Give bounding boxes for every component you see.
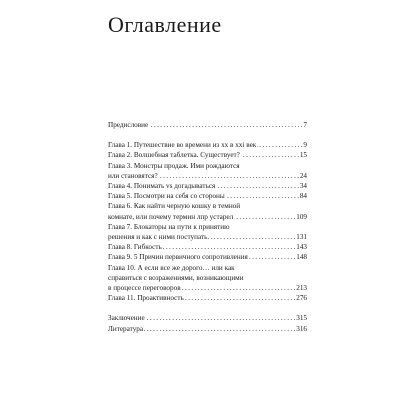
toc-row: [108, 181, 307, 191]
toc-page-number: 7: [303, 121, 307, 129]
toc-row: [108, 120, 307, 130]
toc-page-number: 15: [299, 151, 307, 160]
toc-entry-title: Глава 11. Проактивность: [108, 294, 184, 303]
toc-entry-conclusion: [108, 313, 307, 323]
toc-row: [108, 212, 307, 222]
toc-entry-title-line: в процессе переговоров: [108, 284, 181, 293]
toc-entry-bibliography: [108, 324, 307, 334]
dot-leader: [185, 293, 295, 303]
toc-entry-title-line: комнате, или почему термин лпр устарел: [108, 212, 234, 221]
toc-page-number: 24: [299, 171, 307, 180]
toc-entry-title: Литература: [108, 324, 144, 333]
toc-row: [108, 283, 307, 293]
table-of-contents: [108, 120, 307, 334]
toc-entry-title-line: Глава 10. А если все же дорого… или как: [108, 263, 235, 272]
dot-leader: [182, 283, 296, 293]
toc-entry-title-line: или становятся?: [108, 171, 158, 180]
toc-row: [108, 242, 307, 252]
dot-leader: [249, 252, 295, 262]
toc-row: [108, 171, 307, 181]
toc-entry-title: Глава 2. Волшебная таблетка. Существует?: [108, 151, 240, 160]
dot-leader: [149, 120, 302, 130]
toc-entry-chapter-3: [108, 161, 307, 181]
toc-entry-chapter-6: [108, 201, 307, 221]
toc-entry-title-line: решения и как с ними поступать: [108, 233, 208, 242]
page-title: Оглавление: [108, 12, 222, 37]
toc-entry-chapter-1: [108, 140, 307, 150]
toc-entry-title: Глава 8. Гибкость: [108, 243, 162, 252]
dot-leader: [163, 242, 295, 252]
toc-entry-title: Глава 1. Путешествие во времени из xx в xxi век: [108, 141, 257, 150]
toc-entry-chapter-4: [108, 181, 307, 191]
toc-page-number: 276: [296, 294, 307, 303]
toc-entry-chapter-11: [108, 293, 307, 303]
toc-row: [108, 191, 307, 201]
toc-entry-title: Предисловие: [108, 121, 149, 129]
dot-leader: [146, 313, 296, 323]
toc-entry-chapter-2: [108, 150, 307, 160]
toc-entry-chapter-10: [108, 263, 307, 294]
dot-leader: [159, 171, 299, 181]
toc-page-number: 315: [296, 314, 307, 323]
toc-page-number: 109: [296, 212, 307, 221]
toc-page-number: 148: [296, 253, 307, 262]
toc-page-number: 131: [296, 233, 307, 242]
toc-page-number: 84: [299, 192, 307, 201]
dot-leader: [226, 191, 299, 201]
toc-row: [108, 140, 307, 150]
dot-leader: [216, 181, 298, 191]
toc-entry-title: Заключение: [108, 314, 145, 323]
toc-entry-chapter-9: [108, 252, 307, 262]
toc-page-number: 143: [296, 243, 307, 252]
toc-entry-title: Глава 9. 5 Причин первичного сопротивления: [108, 253, 248, 262]
dot-leader: [241, 150, 299, 160]
toc-entry-title-line: справиться с возражениями, возникающими: [108, 273, 244, 282]
toc-page-number: 213: [296, 284, 307, 293]
toc-entry-title-line: Глава 6. Как найти черную кошку в темной: [108, 202, 241, 211]
dot-leader: [208, 232, 295, 242]
toc-row: [108, 313, 307, 323]
toc-entry-chapter-7: [108, 222, 307, 242]
toc-entry-title-line: Глава 3. Монстры продаж. Ими рождаются: [108, 161, 240, 170]
toc-entry-title-line: Глава 7. Блокаторы на пути к принятию: [108, 222, 230, 231]
toc-entry-title: Глава 4. Понимать vs догадываться: [108, 182, 216, 191]
toc-page-number: 9: [303, 141, 307, 150]
dot-leader: [144, 324, 295, 334]
toc-entry-preface: [108, 120, 307, 130]
toc-row: [108, 324, 307, 334]
toc-row: [108, 150, 307, 160]
toc-entry-title: Глава 5. Посмотри на себя со стороны: [108, 192, 225, 201]
toc-entry-chapter-8: [108, 242, 307, 252]
toc-page-number: 316: [296, 324, 307, 333]
dot-leader: [257, 140, 302, 150]
toc-row: [108, 252, 307, 262]
toc-page-number: 34: [299, 182, 307, 191]
toc-entry-chapter-5: [108, 191, 307, 201]
dot-leader: [234, 212, 295, 222]
toc-row: [108, 293, 307, 303]
toc-row: [108, 232, 307, 242]
